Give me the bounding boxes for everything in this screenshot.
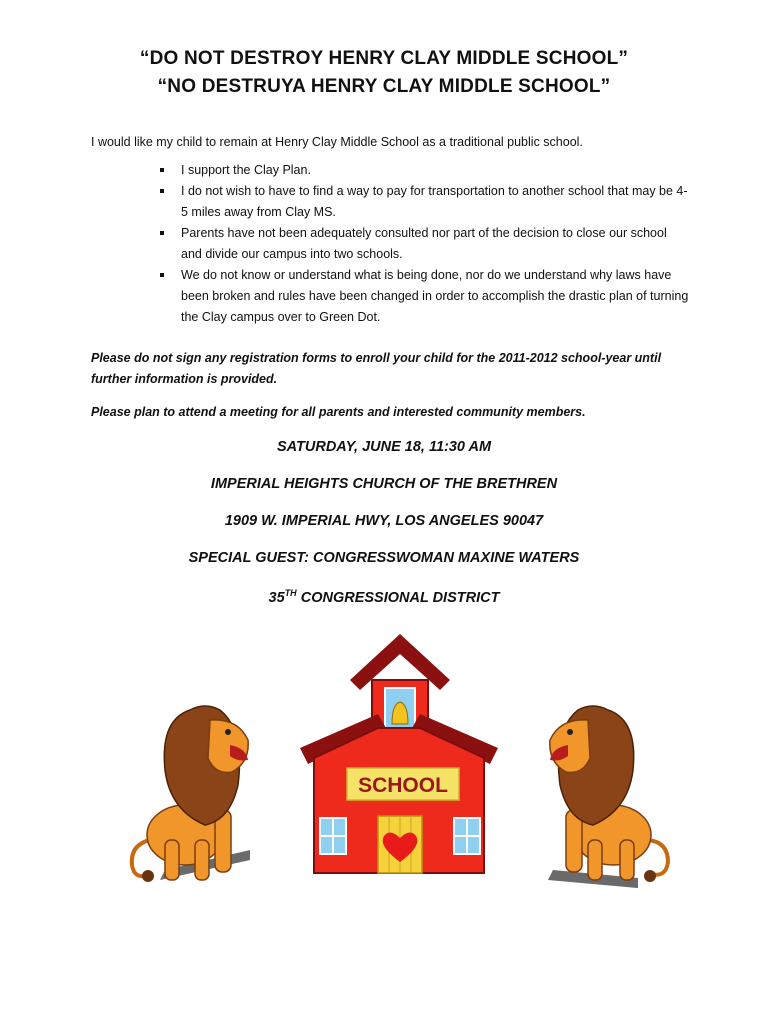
reasons-list xyxy=(160,160,690,328)
district-suffix: TH xyxy=(284,588,297,598)
intro-statement: I would like my child to remain at Henry Clay Middle School as a traditional public school. xyxy=(91,135,583,149)
list-item: I support the Clay Plan. xyxy=(160,160,690,181)
schoolhouse-illustration xyxy=(278,628,520,878)
school-sign-text: SCHOOL xyxy=(358,774,448,797)
lion-left-illustration xyxy=(120,690,260,890)
list-item: Parents have not been adequately consulted nor part of the decision to close our school and divide our campus into two schools. xyxy=(160,223,690,265)
title-spanish: “NO DESTRUYA HENRY CLAY MIDDLE SCHOOL” xyxy=(157,76,611,97)
lion-right-illustration xyxy=(538,690,678,895)
event-datetime: SATURDAY, JUNE 18, 11:30 AM xyxy=(276,439,492,455)
event-venue: IMPERIAL HEIGHTS CHURCH OF THE BRETHREN xyxy=(210,476,558,492)
registration-notice: Please do not sign any registration forms to enroll your child for the 2011-2012 school-year until further information is provided. xyxy=(91,351,662,386)
event-guest: SPECIAL GUEST: CONGRESSWOMAN MAXINE WATERS xyxy=(188,550,580,566)
list-item: We do not know or understand what is being done, nor do we understand why laws have been broken and rules have been changed in order to accomplish the drastic plan of turning the Clay campus over to Green Dot. xyxy=(160,265,690,328)
district-label: CONGRESSIONAL DISTRICT xyxy=(296,589,500,606)
meeting-notice: Please plan to attend a meeting for all parents and interested community members. xyxy=(91,405,586,419)
list-item: I do not wish to have to find a way to pay for transportation to another school that may be 4-5 miles away from Clay MS. xyxy=(160,181,690,223)
district-number: 35 xyxy=(268,589,285,606)
event-address: 1909 W. IMPERIAL HWY, LOS ANGELES 90047 xyxy=(224,513,544,529)
event-district xyxy=(0,588,768,606)
title-english: “DO NOT DESTROY HENRY CLAY MIDDLE SCHOOL” xyxy=(139,48,629,69)
